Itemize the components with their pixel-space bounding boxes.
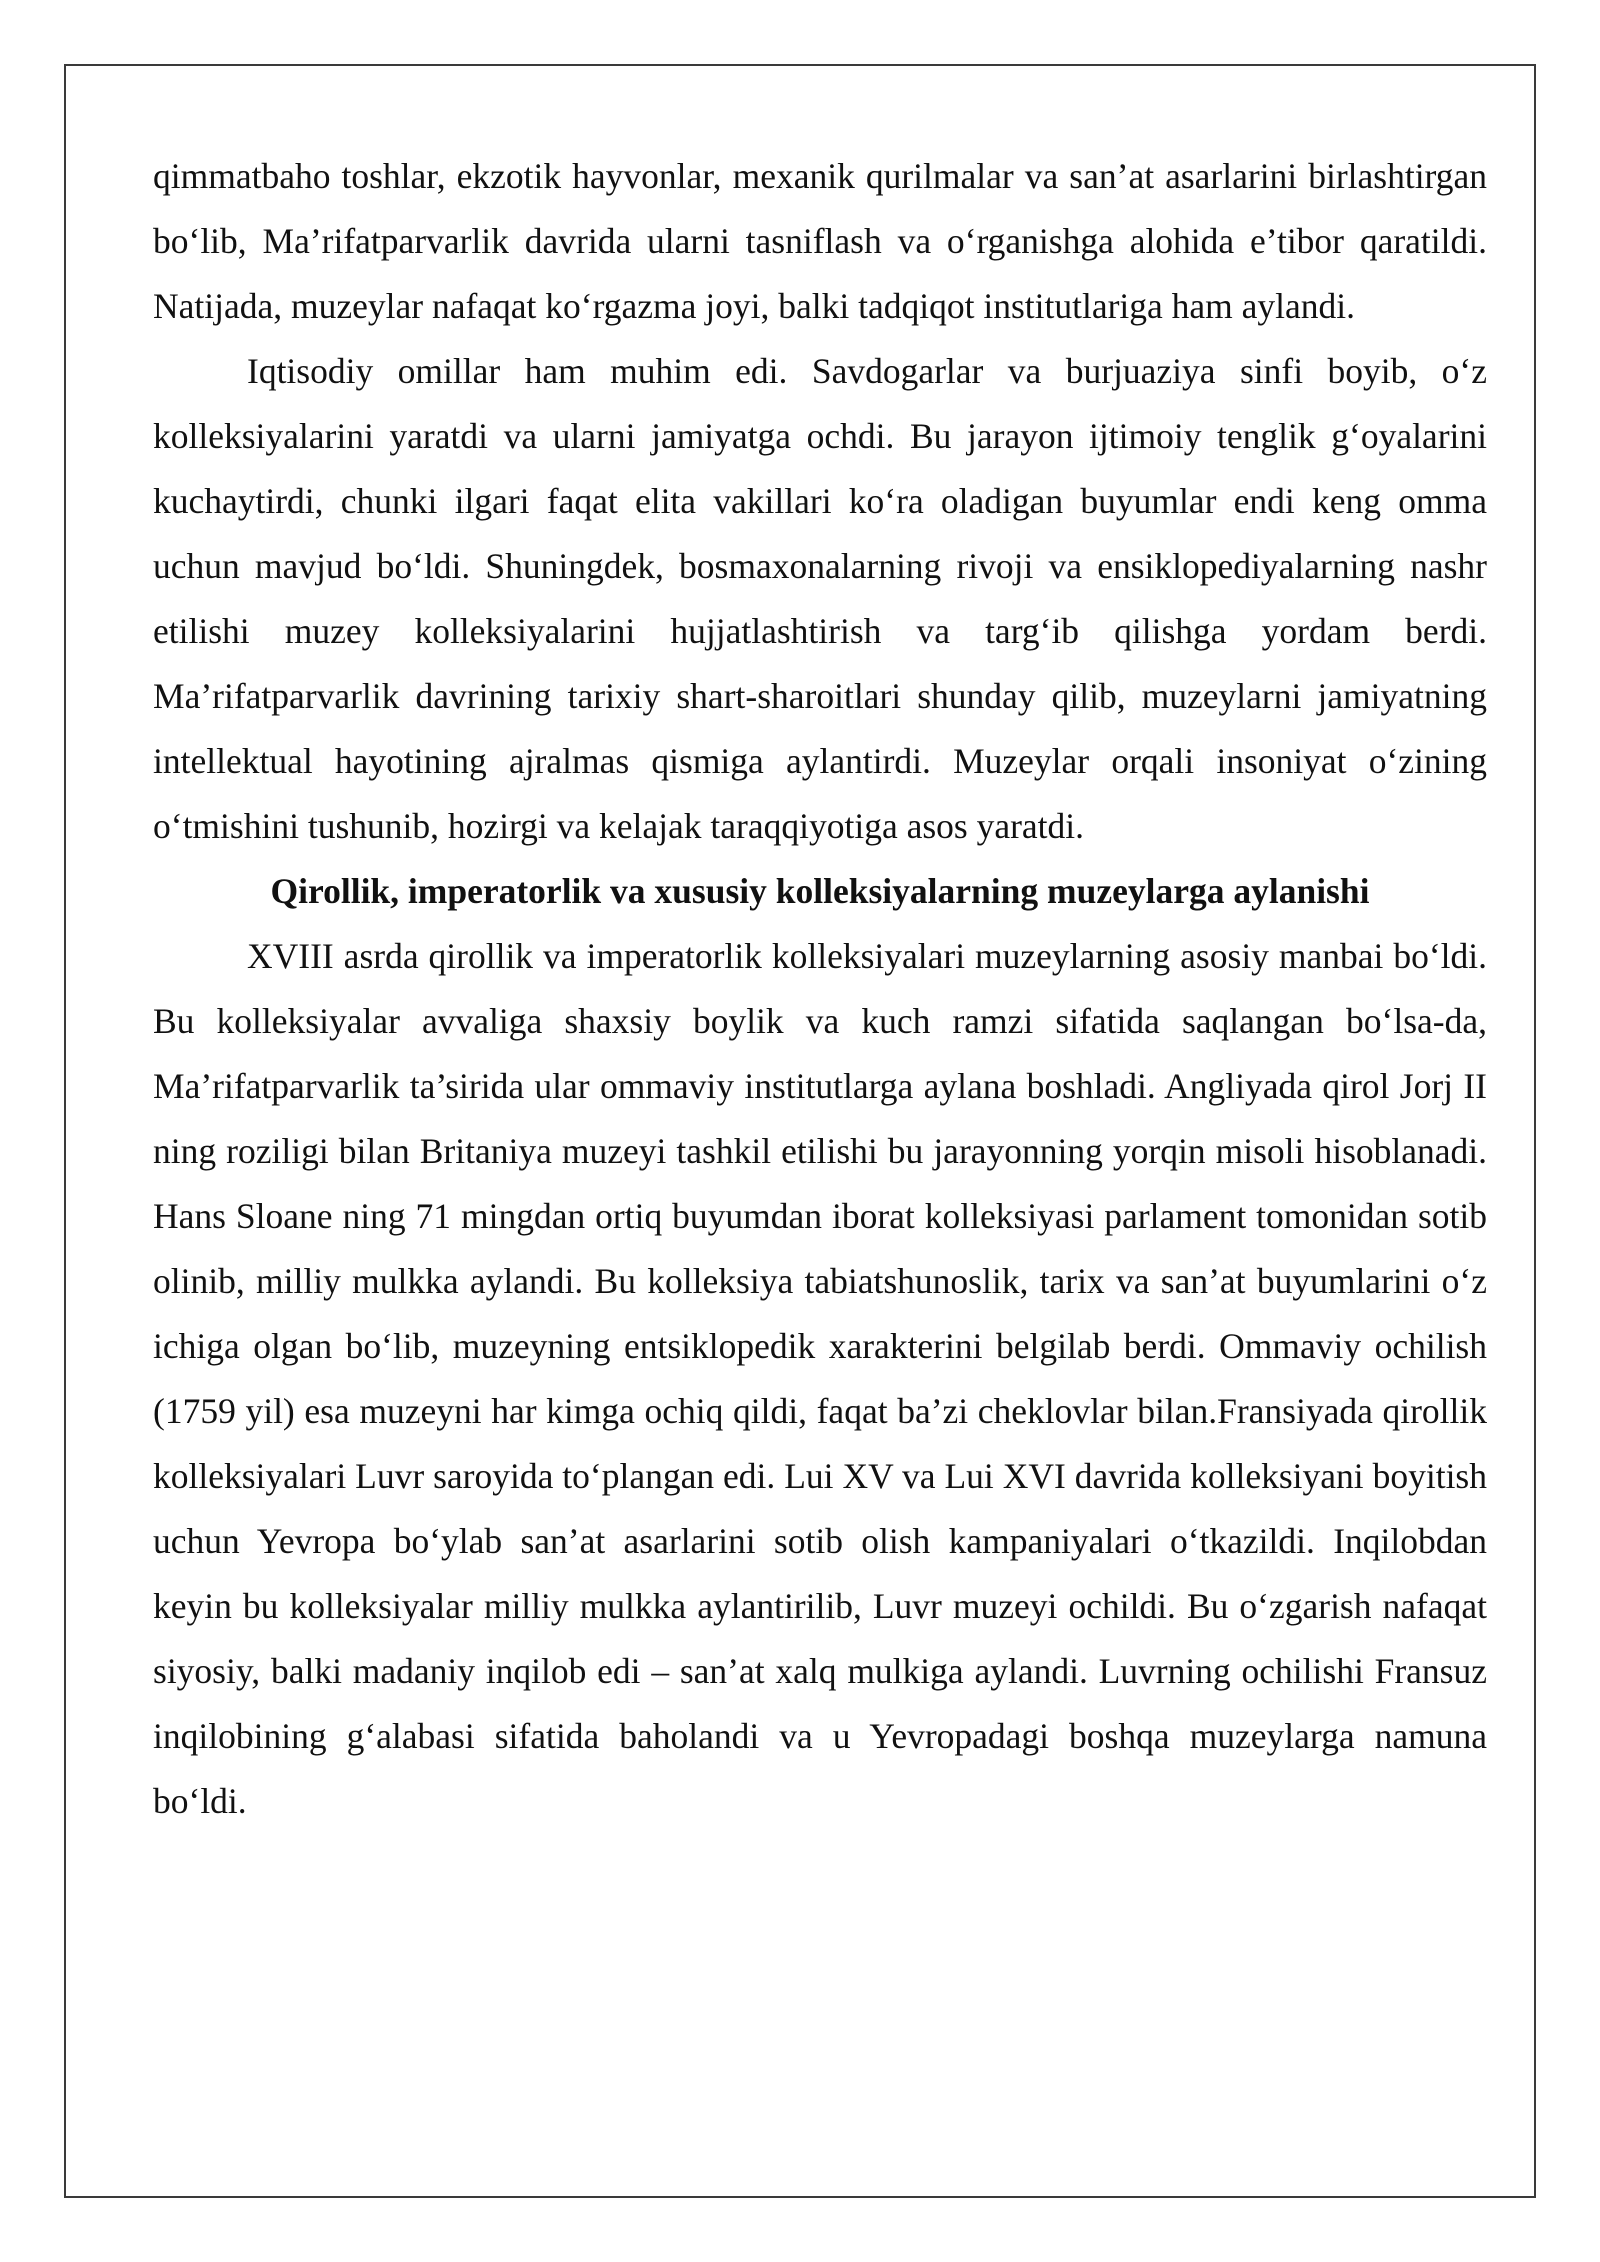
section-heading: Qirollik, imperatorlik va xususiy kolleksiyalarning muzeylarga aylanishi xyxy=(270,871,1370,911)
document-body xyxy=(153,144,1487,1834)
paragraph-2: Iqtisodiy omillar ham muhim edi. Savdogarlar va burjuaziya sinfi boyib, o‘z kolleksiyalarini yaratdi va ularni jamiyatga ochdi. Bu jarayon ijtimoiy tenglik g‘oyalarini kuchaytirdi, chunki ilgari faqat elita vakillari ko‘ra oladigan buyumlar endi keng omma uchun mavjud bo‘ldi. Shuningdek, bosmaxonalarning rivoji va ensiklopediyalarning nashr etilishi muzey kolleksiyalarini hujjatlashtirish va targ‘ib qilishga yordam berdi. Ma’rifatparvarlik davrining tarixiy shart-sharoitlari shunday qilib, muzeylarni jamiyatning intellektual hayotining ajralmas qismiga aylantirdi. Muzeylar orqali insoniyat o‘zining o‘tmishini tushunib, hozirgi va kelajak taraqqiyotiga asos yaratdi. xyxy=(153,351,1487,846)
paragraph-1: qimmatbaho toshlar, ekzotik hayvonlar, mexanik qurilmalar va san’at asarlarini birlashtirgan bo‘lib, Ma’rifatparvarlik davrida ularni tasniflash va o‘rganishga alohida e’tibor qaratildi. Natijada, muzeylar nafaqat ko‘rgazma joyi, balki tadqiqot institutlariga ham aylandi. xyxy=(153,156,1487,326)
paragraph-3: XVIII asrda qirollik va imperatorlik kolleksiyalari muzeylarning asosiy manbai bo‘ldi. Bu kolleksiyalar avvaliga shaxsiy boylik va kuch ramzi sifatida saqlangan bo‘lsa-da, Ma’rifatparvarlik ta’sirida ular ommaviy institutlarga aylana boshladi. Angliyada qirol Jorj II ning roziligi bilan Britaniya muzeyi tashkil etilishi bu jarayonning yorqin misoli hisoblanadi. Hans Sloane ning 71 mingdan ortiq buyumdan iborat kolleksiyasi parlament tomonidan sotib olinib, milliy mulkka aylandi. Bu kolleksiya tabiatshunoslik, tarix va san’at buyumlarini o‘z ichiga olgan bo‘lib, muzeyning entsiklopedik xarakterini belgilab berdi. Ommaviy ochilish (1759 yil) esa muzeyni har kimga ochiq qildi, faqat ba’zi cheklovlar bilan.Fransiyada qirollik kolleksiyalari Luvr saroyida to‘plangan edi. Lui XV va Lui XVI davrida kolleksiyani boyitish uchun Yevropa bo‘ylab san’at asarlarini sotib olish kampaniyalari o‘tkazildi. Inqilobdan keyin bu kolleksiyalar milliy mulkka aylantirilib, Luvr muzeyi ochildi. Bu o‘zgarish nafaqat siyosiy, balki madaniy inqilob edi – san’at xalq mulkiga aylandi. Luvrning ochilishi Fransuz inqilobining g‘alabasi sifatida baholandi va u Yevropadagi boshqa muzeylarga namuna bo‘ldi. xyxy=(153,936,1487,1821)
